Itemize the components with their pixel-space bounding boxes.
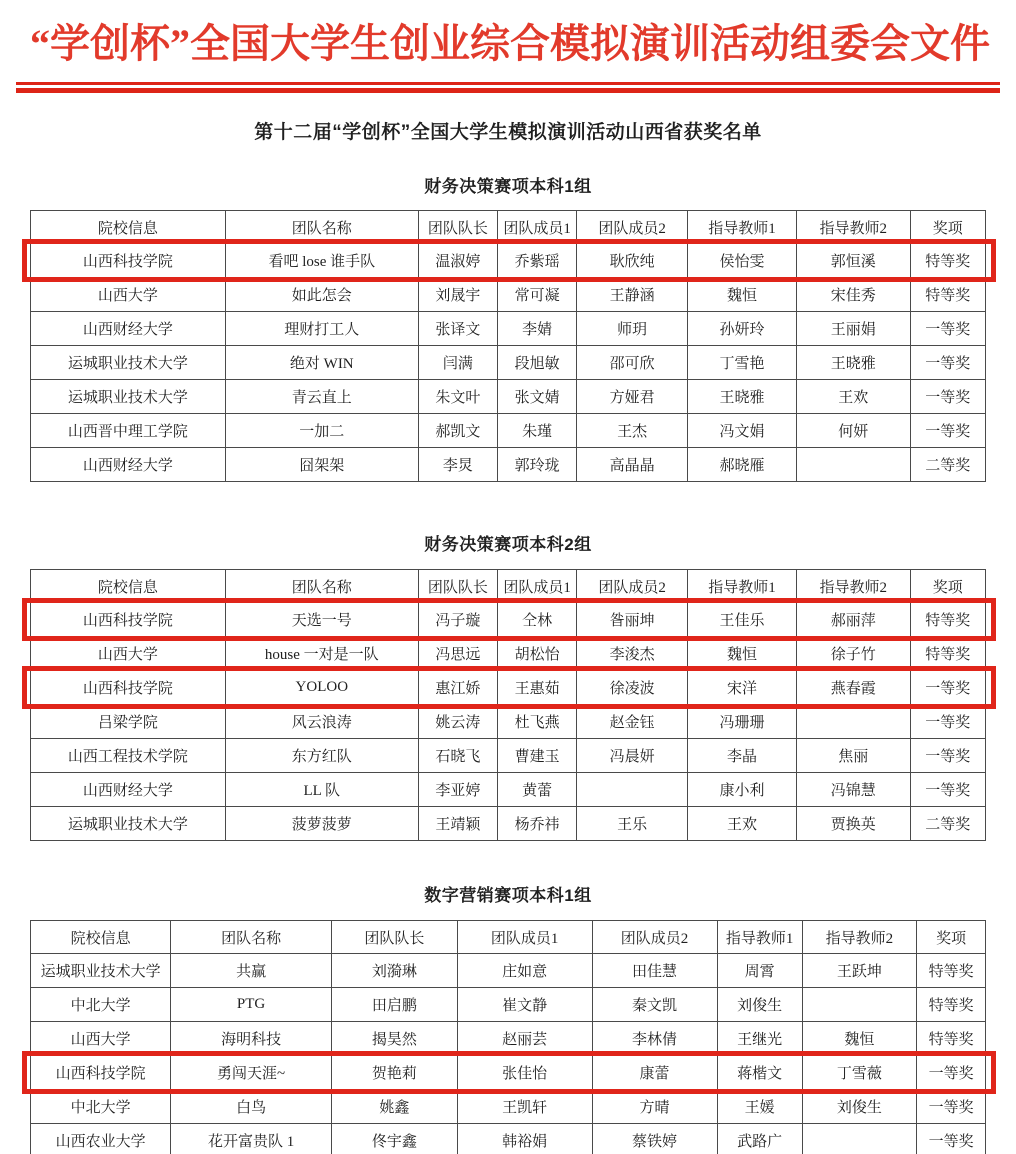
column-header: 指导教师2 — [796, 211, 910, 244]
table-cell: 刘晟宇 — [418, 278, 497, 312]
header-row — [31, 570, 986, 603]
table-row — [31, 637, 986, 671]
table-cell: 一等奖 — [910, 346, 985, 380]
table-cell: 蔡铁婷 — [592, 1124, 717, 1154]
table-cell: 王佳乐 — [688, 603, 797, 637]
table-cell: 王晓雅 — [796, 346, 910, 380]
table-cell: 花开富贵队 1 — [171, 1124, 331, 1154]
table-cell — [796, 448, 910, 482]
header-divider-rule — [16, 82, 1000, 93]
table-cell: 高晶晶 — [577, 448, 688, 482]
table-cell: 王靖颖 — [418, 807, 497, 841]
table-cell: 李炅 — [418, 448, 497, 482]
table-cell: 山西大学 — [31, 637, 226, 671]
table-cell: YOLOO — [225, 671, 418, 705]
table-row — [31, 739, 986, 773]
table-cell: 王晓雅 — [688, 380, 797, 414]
table-cell: 康蕾 — [592, 1056, 717, 1090]
column-header: 指导教师2 — [802, 921, 917, 954]
table-cell: 山西工程技术学院 — [31, 739, 226, 773]
table-cell: 一等奖 — [917, 1124, 986, 1154]
table-cell: 理财打工人 — [225, 312, 418, 346]
column-header: 院校信息 — [31, 570, 226, 603]
header-row — [31, 921, 986, 954]
column-header: 团队成员2 — [592, 921, 717, 954]
table-cell: 朱瑾 — [498, 414, 577, 448]
table-cell: 一等奖 — [910, 739, 985, 773]
table-cell: 山西科技学院 — [31, 671, 226, 705]
column-header: 团队队长 — [418, 211, 497, 244]
table-row — [31, 414, 986, 448]
table-cell: 郝晓雁 — [688, 448, 797, 482]
table-row — [31, 954, 986, 988]
table-cell: 特等奖 — [917, 954, 986, 988]
table-cell: 张文婧 — [498, 380, 577, 414]
table-cell: 特等奖 — [917, 1022, 986, 1056]
table-row — [31, 380, 986, 414]
table-cell: 山西科技学院 — [31, 244, 226, 278]
table-cell: 徐子竹 — [796, 637, 910, 671]
table-cell: 冯文娟 — [688, 414, 797, 448]
table-cell: 赵丽芸 — [457, 1022, 592, 1056]
table-header — [31, 921, 986, 954]
table-row — [31, 1090, 986, 1124]
table-cell: 二等奖 — [910, 807, 985, 841]
table-cell: 特等奖 — [910, 244, 985, 278]
table-cell: 共赢 — [171, 954, 331, 988]
table-cell: 一等奖 — [917, 1056, 986, 1090]
table-cell: 张译文 — [418, 312, 497, 346]
table-cell: 李浚杰 — [577, 637, 688, 671]
table-cell: 魏恒 — [688, 278, 797, 312]
table-cell: 康小利 — [688, 773, 797, 807]
table-cell: 杜飞燕 — [498, 705, 577, 739]
table-row — [31, 278, 986, 312]
award-section-1 — [30, 172, 986, 482]
table-cell: 绝对 WIN — [225, 346, 418, 380]
table-row — [31, 448, 986, 482]
table-wrapper — [30, 920, 986, 1154]
table-cell: 冯子璇 — [418, 603, 497, 637]
table-cell: 孙妍玲 — [688, 312, 797, 346]
table-row — [31, 671, 986, 705]
header-row — [31, 211, 986, 244]
table-row — [31, 1022, 986, 1056]
column-header: 团队成员1 — [498, 570, 577, 603]
table-cell: 崔文静 — [457, 988, 592, 1022]
column-header: 奖项 — [910, 570, 985, 603]
table-cell: 丁雪艳 — [688, 346, 797, 380]
table-cell: 武路广 — [717, 1124, 802, 1154]
table-cell: 刘俊生 — [802, 1090, 917, 1124]
table-cell: 杨乔祎 — [498, 807, 577, 841]
table-cell: 田启鹏 — [331, 988, 457, 1022]
table-cell: 郭恒溪 — [796, 244, 910, 278]
table-cell: 师玥 — [577, 312, 688, 346]
column-header: 院校信息 — [31, 921, 171, 954]
column-header: 团队成员1 — [457, 921, 592, 954]
table-cell: 石晓飞 — [418, 739, 497, 773]
column-header: 指导教师1 — [717, 921, 802, 954]
table-cell: 宋洋 — [688, 671, 797, 705]
table-row — [31, 807, 986, 841]
table-body — [31, 954, 986, 1154]
table-cell: 周霄 — [717, 954, 802, 988]
table-cell: 温淑婷 — [418, 244, 497, 278]
table-cell: 王凯轩 — [457, 1090, 592, 1124]
table-cell: 姚云涛 — [418, 705, 497, 739]
table-cell: 宋佳秀 — [796, 278, 910, 312]
table-cell: 王欢 — [688, 807, 797, 841]
table-cell — [577, 773, 688, 807]
column-header: 团队队长 — [418, 570, 497, 603]
table-cell: 冯思远 — [418, 637, 497, 671]
table-cell: 秦文凯 — [592, 988, 717, 1022]
table-cell: 王媛 — [717, 1090, 802, 1124]
table-cell: 张佳怡 — [457, 1056, 592, 1090]
table-cell: 王杰 — [577, 414, 688, 448]
table-cell — [796, 705, 910, 739]
table-cell: 魏恒 — [688, 637, 797, 671]
table-cell: 青云直上 — [225, 380, 418, 414]
table-cell: 方娅君 — [577, 380, 688, 414]
table-cell: 侯怡雯 — [688, 244, 797, 278]
column-header: 团队成员2 — [577, 570, 688, 603]
table-cell: 冯珊珊 — [688, 705, 797, 739]
section-title: 财务决策赛项本科1组 — [424, 177, 592, 196]
table-row — [31, 773, 986, 807]
table-cell: 朱文叶 — [418, 380, 497, 414]
table-cell: 一等奖 — [910, 312, 985, 346]
table-cell: 风云浪涛 — [225, 705, 418, 739]
table-cell: 佟宇鑫 — [331, 1124, 457, 1154]
table-cell: 邵可欣 — [577, 346, 688, 380]
table-cell: 田佳慧 — [592, 954, 717, 988]
table-cell: 李林倩 — [592, 1022, 717, 1056]
column-header: 奖项 — [910, 211, 985, 244]
table-cell: 勇闯天涯~ — [171, 1056, 331, 1090]
table-cell: 何妍 — [796, 414, 910, 448]
table-cell: 韩裕娟 — [457, 1124, 592, 1154]
table-cell: 运城职业技术大学 — [31, 807, 226, 841]
table-cell: 一加二 — [225, 414, 418, 448]
table-cell: 一等奖 — [910, 414, 985, 448]
document-header-title: “学创杯”全国大学生创业综合模拟演训活动组委会文件 — [30, 21, 990, 66]
table-cell: 一等奖 — [910, 773, 985, 807]
table-header — [31, 211, 986, 244]
column-header: 团队成员1 — [498, 211, 577, 244]
table-cell: 王欢 — [796, 380, 910, 414]
table-cell: 山西大学 — [31, 1022, 171, 1056]
table-cell: 王丽娟 — [796, 312, 910, 346]
table-row — [31, 705, 986, 739]
table-cell: 蒋楷文 — [717, 1056, 802, 1090]
column-header: 团队队长 — [331, 921, 457, 954]
awards-table-group3 — [30, 920, 986, 1154]
table-cell: 如此怎会 — [225, 278, 418, 312]
table-row — [31, 244, 986, 278]
table-cell: 山西财经大学 — [31, 312, 226, 346]
table-row — [31, 1124, 986, 1154]
table-cell: 运城职业技术大学 — [31, 954, 171, 988]
table-cell: 李亚婷 — [418, 773, 497, 807]
table-cell — [802, 988, 917, 1022]
table-cell: 闫满 — [418, 346, 497, 380]
table-cell: 常可凝 — [498, 278, 577, 312]
table-cell: 郭玲珑 — [498, 448, 577, 482]
table-cell: 魏恒 — [802, 1022, 917, 1056]
table-row — [31, 312, 986, 346]
table-cell: 丁雪薇 — [802, 1056, 917, 1090]
table-cell: 王跃坤 — [802, 954, 917, 988]
table-cell: 一等奖 — [910, 705, 985, 739]
table-cell: 山西晋中理工学院 — [31, 414, 226, 448]
table-body — [31, 603, 986, 841]
table-cell: 耿欣纯 — [577, 244, 688, 278]
table-cell: 段旭敏 — [498, 346, 577, 380]
table-cell: 燕春霞 — [796, 671, 910, 705]
table-cell: 二等奖 — [910, 448, 985, 482]
table-cell: 姚鑫 — [331, 1090, 457, 1124]
table-cell: 吕梁学院 — [31, 705, 226, 739]
table-cell: 运城职业技术大学 — [31, 380, 226, 414]
award-section-2 — [30, 530, 986, 841]
table-row — [31, 346, 986, 380]
column-header: 团队名称 — [171, 921, 331, 954]
award-section-3 — [30, 881, 986, 1154]
table-cell: 焦丽 — [796, 739, 910, 773]
table-cell: 山西科技学院 — [31, 603, 226, 637]
table-cell: 白鸟 — [171, 1090, 331, 1124]
table-cell: 庄如意 — [457, 954, 592, 988]
table-cell: 冯锦慧 — [796, 773, 910, 807]
table-cell: 郝丽萍 — [796, 603, 910, 637]
column-header: 院校信息 — [31, 211, 226, 244]
table-row — [31, 988, 986, 1022]
table-cell: 一等奖 — [910, 380, 985, 414]
table-cell: 李晶 — [688, 739, 797, 773]
table-header — [31, 570, 986, 603]
table-cell: 仝林 — [498, 603, 577, 637]
table-cell: 刘俊生 — [717, 988, 802, 1022]
table-cell: 中北大学 — [31, 1090, 171, 1124]
table-cell: 山西农业大学 — [31, 1124, 171, 1154]
table-row — [31, 1056, 986, 1090]
table-cell: 揭昊然 — [331, 1022, 457, 1056]
document-page — [30, 0, 990, 1154]
column-header: 团队名称 — [225, 570, 418, 603]
table-cell: 一等奖 — [910, 671, 985, 705]
table-cell: 郝凯文 — [418, 414, 497, 448]
awards-table-group1 — [30, 210, 986, 482]
column-header: 奖项 — [917, 921, 986, 954]
column-header: 指导教师1 — [688, 211, 797, 244]
table-cell: 运城职业技术大学 — [31, 346, 226, 380]
table-cell: 王乐 — [577, 807, 688, 841]
table-cell: 山西财经大学 — [31, 773, 226, 807]
column-header: 团队名称 — [225, 211, 418, 244]
table-cell: 昝丽坤 — [577, 603, 688, 637]
table-cell: 天选一号 — [225, 603, 418, 637]
table-cell: 菠萝菠萝 — [225, 807, 418, 841]
table-cell: 王静涵 — [577, 278, 688, 312]
column-header: 团队成员2 — [577, 211, 688, 244]
table-cell — [802, 1124, 917, 1154]
table-cell: 海明科技 — [171, 1022, 331, 1056]
table-cell: 一等奖 — [917, 1090, 986, 1124]
table-cell: 山西科技学院 — [31, 1056, 171, 1090]
table-cell: 王继光 — [717, 1022, 802, 1056]
table-cell: 囧架架 — [225, 448, 418, 482]
table-row — [31, 603, 986, 637]
table-cell: 黄蕾 — [498, 773, 577, 807]
table-cell: 胡松怡 — [498, 637, 577, 671]
table-cell: 王惠茹 — [498, 671, 577, 705]
table-cell: 特等奖 — [910, 603, 985, 637]
section-title: 财务决策赛项本科2组 — [424, 535, 592, 554]
table-cell: 特等奖 — [917, 988, 986, 1022]
table-cell: 惠江娇 — [418, 671, 497, 705]
table-cell: 贾换英 — [796, 807, 910, 841]
table-cell: 冯晨妍 — [577, 739, 688, 773]
table-cell: 山西大学 — [31, 278, 226, 312]
table-cell: house 一对是一队 — [225, 637, 418, 671]
table-cell: 中北大学 — [31, 988, 171, 1022]
document-subtitle: 第十二届“学创杯”全国大学生模拟演训活动山西省获奖名单 — [254, 122, 762, 143]
column-header: 指导教师1 — [688, 570, 797, 603]
column-header: 指导教师2 — [796, 570, 910, 603]
table-body — [31, 244, 986, 482]
table-cell: 东方红队 — [225, 739, 418, 773]
table-cell: 赵金钰 — [577, 705, 688, 739]
table-cell: 贺艳莉 — [331, 1056, 457, 1090]
table-wrapper — [30, 569, 986, 841]
awards-table-group2 — [30, 569, 986, 841]
table-cell: LL 队 — [225, 773, 418, 807]
table-wrapper — [30, 210, 986, 482]
table-cell: 徐凌波 — [577, 671, 688, 705]
table-cell: 特等奖 — [910, 278, 985, 312]
table-cell: 山西财经大学 — [31, 448, 226, 482]
section-title: 数字营销赛项本科1组 — [424, 886, 592, 905]
table-cell: 看吧 lose 谁手队 — [225, 244, 418, 278]
table-cell: 方晴 — [592, 1090, 717, 1124]
table-cell: 特等奖 — [910, 637, 985, 671]
table-cell: 李婧 — [498, 312, 577, 346]
table-cell: 刘漪琳 — [331, 954, 457, 988]
table-cell: PTG — [171, 988, 331, 1022]
table-cell: 曹建玉 — [498, 739, 577, 773]
table-cell: 乔紫瑶 — [498, 244, 577, 278]
